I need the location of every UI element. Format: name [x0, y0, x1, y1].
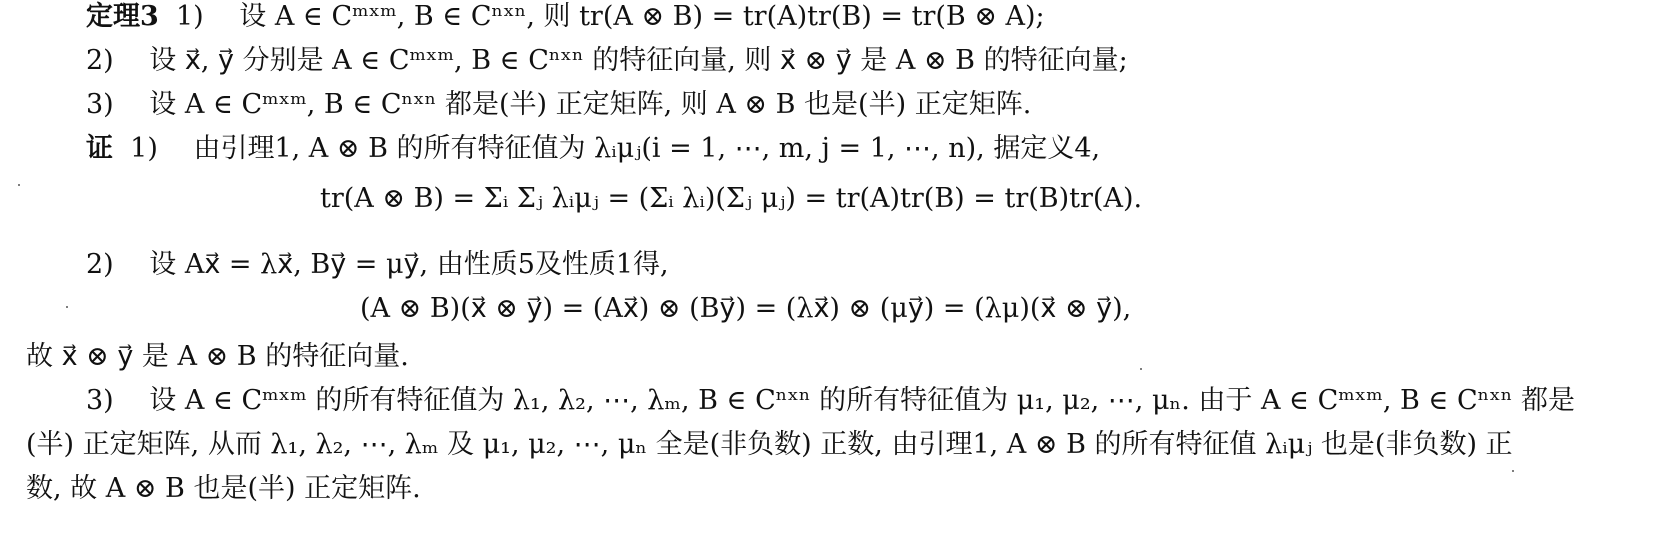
scan-speck [1140, 368, 1142, 370]
proof-part-1-formula: tr(A ⊗ B) = Σᵢ Σⱼ λᵢμⱼ = (Σᵢ λᵢ)(Σⱼ μⱼ) = tr(A)tr(B) = tr(B)tr(A). [320, 183, 1143, 214]
proof-part-2-conclusion: 故 x⃗ ⊗ y⃗ 是 A ⊗ B 的特征向量. [26, 341, 409, 372]
proof-part-2-intro: 2) 设 Ax⃗ = λx⃗, By⃗ = μy⃗, 由性质5及性质1得, [86, 249, 669, 280]
proof-label: 证 [86, 133, 113, 164]
theorem-item-3: 3) 设 A ∈ Cᵐˣᵐ, B ∈ Cⁿˣⁿ 都是(半) 正定矩阵, 则 A ⊗ B 也是(半) 正定矩阵. [86, 89, 1032, 120]
theorem-item-1: 1) 设 A ∈ Cᵐˣᵐ, B ∈ Cⁿˣⁿ, 则 tr(A ⊗ B) = tr(A)tr(B) = tr(B ⊗ A); [175, 1, 1045, 32]
proof-part-2-formula: (A ⊗ B)(x⃗ ⊗ y⃗) = (Ax⃗) ⊗ (By⃗) = (λx⃗) ⊗ (μy⃗) = (λμ)(x⃗ ⊗ y⃗), [360, 293, 1132, 324]
proof-part-1-intro-line [86, 132, 1100, 166]
theorem-label: 定理3 [86, 1, 159, 32]
proof-part-3-line-3: 数, 故 A ⊗ B 也是(半) 正定矩阵. [26, 473, 421, 504]
scan-speck [1512, 470, 1514, 472]
proof-part-3-line-1: 3) 设 A ∈ Cᵐˣᵐ 的所有特征值为 λ₁, λ₂, ⋯, λₘ, B ∈ Cⁿˣⁿ 的所有特征值为 μ₁, μ₂, ⋯, μₙ. 由于 A ∈ Cᵐˣᵐ, B ∈ Cⁿˣⁿ 都是 [86, 385, 1576, 416]
theorem-line-1 [86, 0, 1045, 34]
proof-part-1-intro: 1) 由引理1, A ⊗ B 的所有特征值为 λᵢμⱼ(i = 1, ⋯, m, j = 1, ⋯, n), 据定义4, [130, 133, 1101, 164]
theorem-item-2: 2) 设 x⃗, y⃗ 分别是 A ∈ Cᵐˣᵐ, B ∈ Cⁿˣⁿ 的特征向量, 则 x⃗ ⊗ y⃗ 是 A ⊗ B 的特征向量; [86, 45, 1128, 76]
scan-speck [18, 184, 20, 186]
scan-speck [66, 306, 68, 308]
proof-part-3-line-2: (半) 正定矩阵, 从而 λ₁, λ₂, ⋯, λₘ 及 μ₁, μ₂, ⋯, μₙ 全是(非负数) 正数, 由引理1, A ⊗ B 的所有特征值 λᵢμⱼ 也是(非负数) 正 [26, 429, 1513, 460]
